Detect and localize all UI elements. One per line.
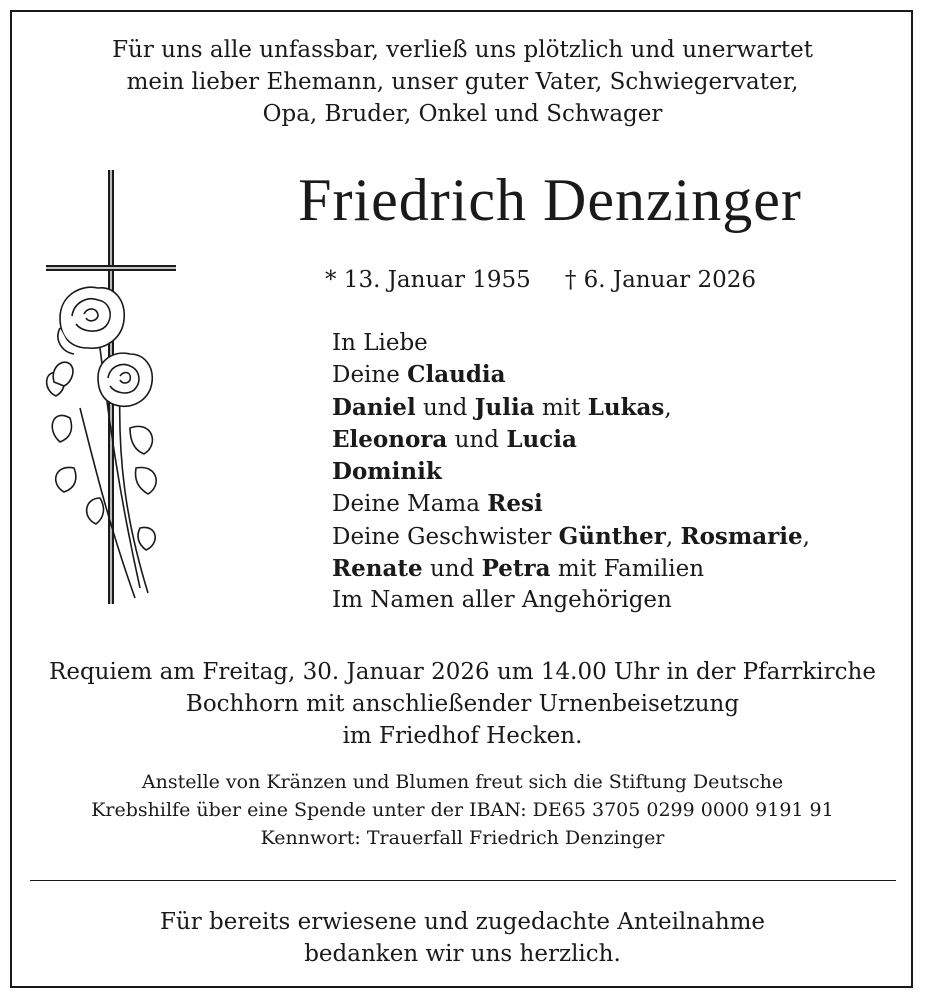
donation-line: Krebshilfe über eine Spende unter der IBAN: DE65 3705 0299 0000 9191 91	[91, 799, 834, 821]
intro-line: Für uns alle unfassbar, verließ uns plötzlich und unerwartet	[112, 37, 813, 63]
mourner-text: mit Familien	[550, 556, 705, 583]
intro-line: Opa, Bruder, Onkel und Schwager	[262, 101, 663, 127]
donation-line: Anstelle von Kränzen und Blumen freut sich die Stiftung Deutsche	[141, 771, 784, 793]
mourner-name: Günther	[558, 522, 666, 550]
mourner-line	[332, 585, 810, 616]
mourner-line	[332, 392, 810, 424]
mourner-name: Daniel	[332, 393, 416, 421]
mourner-text: ,	[665, 523, 681, 550]
mourner-text: ,	[664, 394, 672, 421]
thanks-note	[0, 906, 925, 970]
mourner-line	[332, 521, 810, 553]
mourners-list	[332, 328, 810, 617]
mourner-line	[332, 488, 810, 520]
deceased-name: Friedrich Denzinger	[298, 167, 802, 233]
requiem-line: im Friedhof Hecken.	[342, 723, 583, 749]
mourner-text: Deine Mama	[332, 491, 488, 518]
donation-note	[0, 768, 925, 852]
mourner-line	[332, 456, 810, 488]
mourner-text: und	[422, 556, 482, 583]
donation-line: Kennwort: Trauerfall Friedrich Denzinger	[260, 827, 665, 849]
mourner-text: und	[447, 426, 507, 453]
death-date: † 6. Januar 2026	[564, 267, 756, 293]
mourner-name: Lukas	[587, 393, 665, 421]
requiem-line: Requiem am Freitag, 30. Januar 2026 um 14.00 Uhr in der Pfarrkirche	[49, 659, 876, 685]
mourner-name: Resi	[487, 490, 543, 518]
requiem-line: Bochhorn mit anschließender Urnenbeisetzung	[185, 691, 740, 717]
mourner-text: Im Namen aller Angehörigen	[332, 587, 672, 614]
mourner-name: Lucia	[506, 425, 577, 453]
mourner-name: Rosmarie	[680, 522, 803, 550]
mourner-text: Deine Geschwister	[332, 523, 559, 550]
mourner-line	[332, 424, 810, 456]
intro-text	[0, 34, 925, 130]
mourner-text: ,	[802, 523, 810, 550]
intro-line: mein lieber Ehemann, unser guter Vater, Schwiegervater,	[126, 69, 799, 95]
cross-with-roses-icon	[40, 168, 180, 608]
mourner-text: und	[415, 394, 475, 421]
mourner-name: Claudia	[407, 361, 506, 389]
divider	[30, 880, 896, 881]
mourner-line	[332, 328, 810, 359]
life-dates	[325, 264, 756, 296]
mourner-text: Deine	[332, 362, 408, 389]
mourner-line	[332, 359, 810, 391]
mourner-text: In Liebe	[332, 330, 428, 356]
mourner-name: Dominik	[332, 458, 442, 486]
mourner-name: Eleonora	[332, 425, 448, 453]
mourner-name: Petra	[481, 555, 551, 583]
thanks-line: bedanken wir uns herzlich.	[304, 941, 621, 967]
requiem-info	[0, 656, 925, 752]
mourner-text: mit	[534, 394, 588, 421]
mourner-name: Renate	[332, 555, 423, 583]
thanks-line: Für bereits erwiesene und zugedachte Anteilnahme	[159, 909, 766, 935]
mourner-line	[332, 553, 810, 585]
birth-date: * 13. Januar 1955	[325, 267, 531, 293]
mourner-name: Julia	[474, 393, 535, 421]
